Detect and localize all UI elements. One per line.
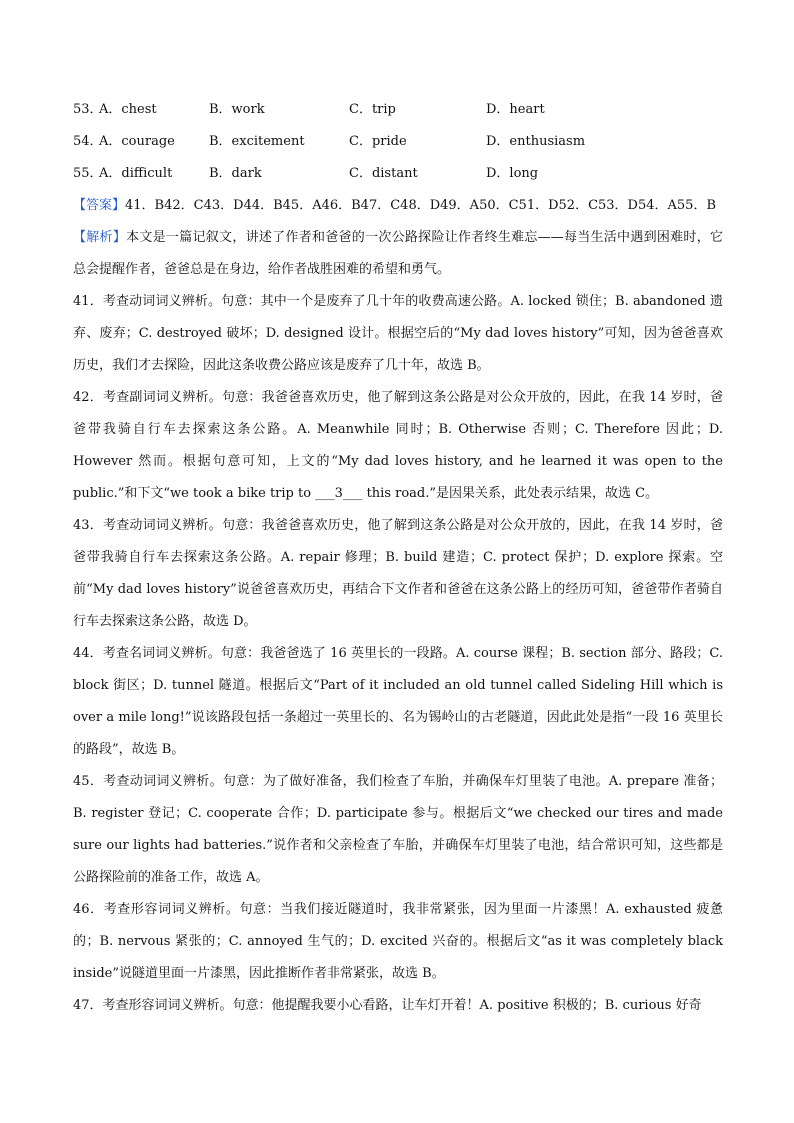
explanation-46: 46．考查形容词词义辨析。句意：当我们接近隧道时，我非常紧张，因为里面一片漆黑！A. exhausted 疲惫的；B. nervous 紧张的；C. annoyed 生气的；D. excited 兴奋的。根据后文“as it was completely black inside”说隧道里面一片漆黑，因此推断作者非常紧张，故选 B。 — [73, 902, 723, 981]
explanation-42: 42．考查副词词义辨析。句意：我爸爸喜欢历史，他了解到这条公路是对公众开放的，因此，在我 14 岁时，爸爸带我骑自行车去探索这条公路。A. Meanwhile 同时；B. Otherwise 否则；C. Therefore 因此；D. However 然而。根据句意可知，上文的“My dad loves history, and he learned it was open to the public.”和下文“we took a bike trip to ___3___ this road.”是因果关系，此处表示结果，故选 C。 — [73, 390, 723, 501]
answer-tag: 【答案】 — [73, 198, 126, 213]
explanation-41: 41．考查动词词义辨析。句意：其中一个是废弃了几十年的收费高速公路。A. locked 锁住；B. abandoned 遗弃、废弃；C. destroyed 破坏；D. designed 设计。根据空后的“My dad loves history”可知，因为爸爸喜欢历史，我们才去探险，因此这条收费公路应该是废弃了几十年，故选 B。 — [73, 294, 723, 373]
option-b: B．excitement — [209, 134, 305, 149]
option-a: A．chest — [99, 102, 157, 117]
question-number: 54． — [73, 134, 103, 149]
explanation-45: 45．考查动词词义辨析。句意：为了做好准备，我们检查了车胎，并确保车灯里装了电池。A. prepare 准备；B. register 登记；C. cooperate 合作；D. participate 参与。根据后文“we checked our tires and made sure our lights had batteries.”说作者和父亲检查了车胎，并确保车灯里装了电池，结合常识可知，这些都是公路探险前的准备工作，故选 A。 — [73, 774, 723, 885]
option-d: D．long — [486, 166, 539, 181]
option-c: C．distant — [349, 166, 418, 181]
option-b: B．work — [209, 102, 265, 117]
explanation-43: 43．考查动词词义辨析。句意：我爸爸喜欢历史，他了解到这条公路是对公众开放的，因此，在我 14 岁时，爸爸带我骑自行车去探索这条公路。A. repair 修理；B. build 建造；C. protect 保护；D. explore 探索。空前“My dad loves history”说爸爸喜欢历史，再结合下文作者和爸爸在这条公路上的经历可知，爸爸带作者骑自行车去探索这条公路，故选 D。 — [73, 518, 723, 629]
option-d: D．heart — [486, 102, 545, 117]
explanation-47: 47．考查形容词词义辨析。句意：他提醒我要小心看路，让车灯开着！A. positive 积极的；B. curious 好奇 — [73, 998, 702, 1013]
question-options-54 — [73, 131, 733, 153]
question-number: 53． — [73, 102, 103, 117]
answer-text: 41．B42．C43．D44．B45．A46．B47．C48．D49．A50．C51．D52．C53．D54．A55．B — [125, 198, 717, 213]
option-c: C．trip — [349, 102, 396, 117]
option-a: A．courage — [99, 134, 175, 149]
analysis-summary — [73, 222, 723, 286]
analysis-text: 本文是一篇记叙文，讲述了作者和爸爸的一次公路探险让作者终生难忘——每当生活中遇到困难时，它总会提醒作者，爸爸总是在身边，给作者战胜困难的希望和勇气。 — [73, 230, 723, 277]
question-number: 55． — [73, 166, 103, 181]
option-c: C．pride — [349, 134, 407, 149]
question-options-53 — [73, 99, 733, 121]
answer-key — [73, 190, 723, 222]
option-d: D．enthusiasm — [486, 134, 586, 149]
question-options-55 — [73, 163, 733, 185]
option-b: B．dark — [209, 166, 262, 181]
analysis-tag: 【解析】 — [73, 230, 127, 245]
explanation-44: 44．考查名词词义辨析。句意：我爸爸选了 16 英里长的一段路。A. course 课程；B. section 部分、路段；C. block 街区；D. tunnel 隧道。根据后文“Part of it included an old tunnel called Sideling Hill which is over a mile long!”说该路段包括一条超过一英里长的、名为锡岭山的古老隧道，因此此处是指“一段 16 英里长的路段”，故选 B。 — [73, 646, 723, 757]
option-a: A．difficult — [99, 166, 173, 181]
